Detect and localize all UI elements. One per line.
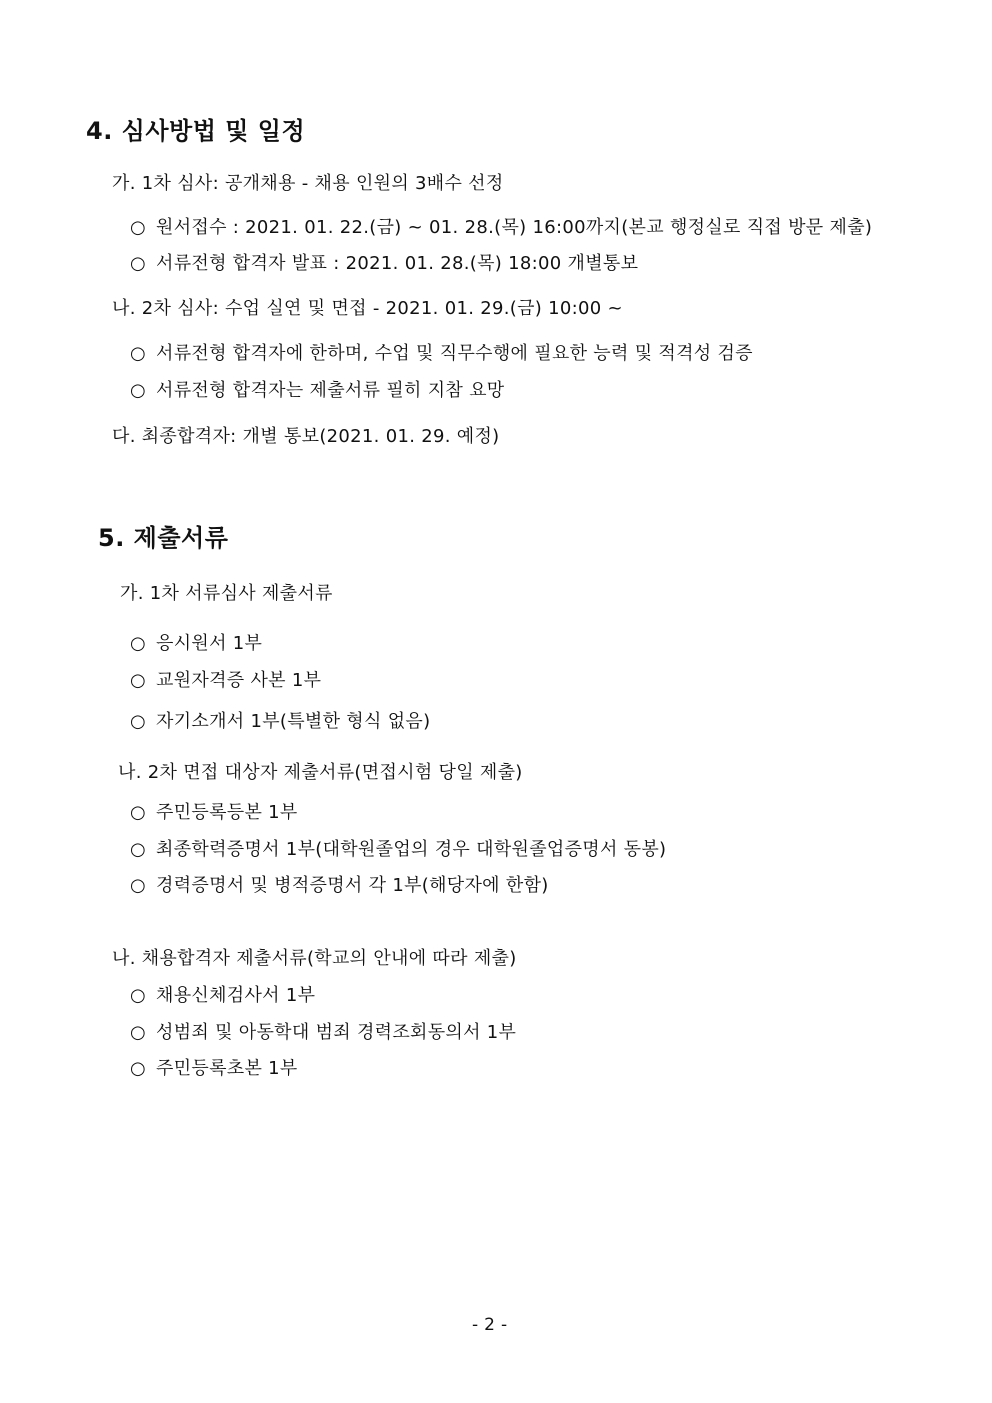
list-item: ○ 응시원서 1부 <box>130 633 263 654</box>
circle-bullet-icon: ○ <box>130 1058 147 1079</box>
list-item: ○ 성범죄 및 아동학대 범죄 경력조회동의서 1부 <box>130 1022 517 1043</box>
circle-bullet-icon: ○ <box>130 380 147 401</box>
list-item: ○ 자기소개서 1부(특별한 형식 없음) <box>130 711 431 732</box>
list-item: ○ 경력증명서 및 병적증명서 각 1부(해당자에 한함) <box>130 875 549 896</box>
list-item: ○ 원서접수 : 2021. 01. 22.(금) ~ 01. 28.(목) 16:00까지(본교 행정실로 직접 방문 제출) <box>130 217 873 238</box>
list-item: ○ 주민등록초본 1부 <box>130 1058 298 1079</box>
list-item: ○ 주민등록등본 1부 <box>130 802 298 823</box>
section-5-a-title: 가. 1차 서류심사 제출서류 <box>120 583 333 604</box>
circle-bullet-icon: ○ <box>130 875 147 896</box>
circle-bullet-icon: ○ <box>130 985 147 1006</box>
section-5-heading: 5. 제출서류 <box>98 524 229 552</box>
list-item: ○ 최종학력증명서 1부(대학원졸업의 경우 대학원졸업증명서 동봉) <box>130 839 667 860</box>
circle-bullet-icon: ○ <box>130 343 147 364</box>
section-5-c-title: 나. 채용합격자 제출서류(학교의 안내에 따라 제출) <box>112 948 517 969</box>
circle-bullet-icon: ○ <box>130 802 147 823</box>
circle-bullet-icon: ○ <box>130 217 147 238</box>
circle-bullet-icon: ○ <box>130 711 147 732</box>
section-4-a-title: 가. 1차 심사: 공개채용 - 채용 인원의 3배수 선정 <box>112 173 504 194</box>
page-number: - 2 - <box>472 1315 508 1335</box>
list-item: ○ 교원자격증 사본 1부 <box>130 670 322 691</box>
list-item: ○ 채용신체검사서 1부 <box>130 985 316 1006</box>
circle-bullet-icon: ○ <box>130 633 147 654</box>
circle-bullet-icon: ○ <box>130 839 147 860</box>
section-4-heading: 4. 심사방법 및 일정 <box>86 117 306 145</box>
circle-bullet-icon: ○ <box>130 670 147 691</box>
circle-bullet-icon: ○ <box>130 1022 147 1043</box>
section-5-b-title: 나. 2차 면접 대상자 제출서류(면접시험 당일 제출) <box>118 762 523 783</box>
section-4-c-title: 다. 최종합격자: 개별 통보(2021. 01. 29. 예정) <box>112 426 500 447</box>
list-item: ○ 서류전형 합격자 발표 : 2021. 01. 28.(목) 18:00 개별통보 <box>130 253 639 274</box>
circle-bullet-icon: ○ <box>130 253 147 274</box>
section-4-b-title: 나. 2차 심사: 수업 실연 및 면접 - 2021. 01. 29.(금) 10:00 ~ <box>112 298 623 319</box>
list-item: ○ 서류전형 합격자는 제출서류 필히 지참 요망 <box>130 380 505 401</box>
list-item: ○ 서류전형 합격자에 한하며, 수업 및 직무수행에 필요한 능력 및 적격성 검증 <box>130 343 753 364</box>
